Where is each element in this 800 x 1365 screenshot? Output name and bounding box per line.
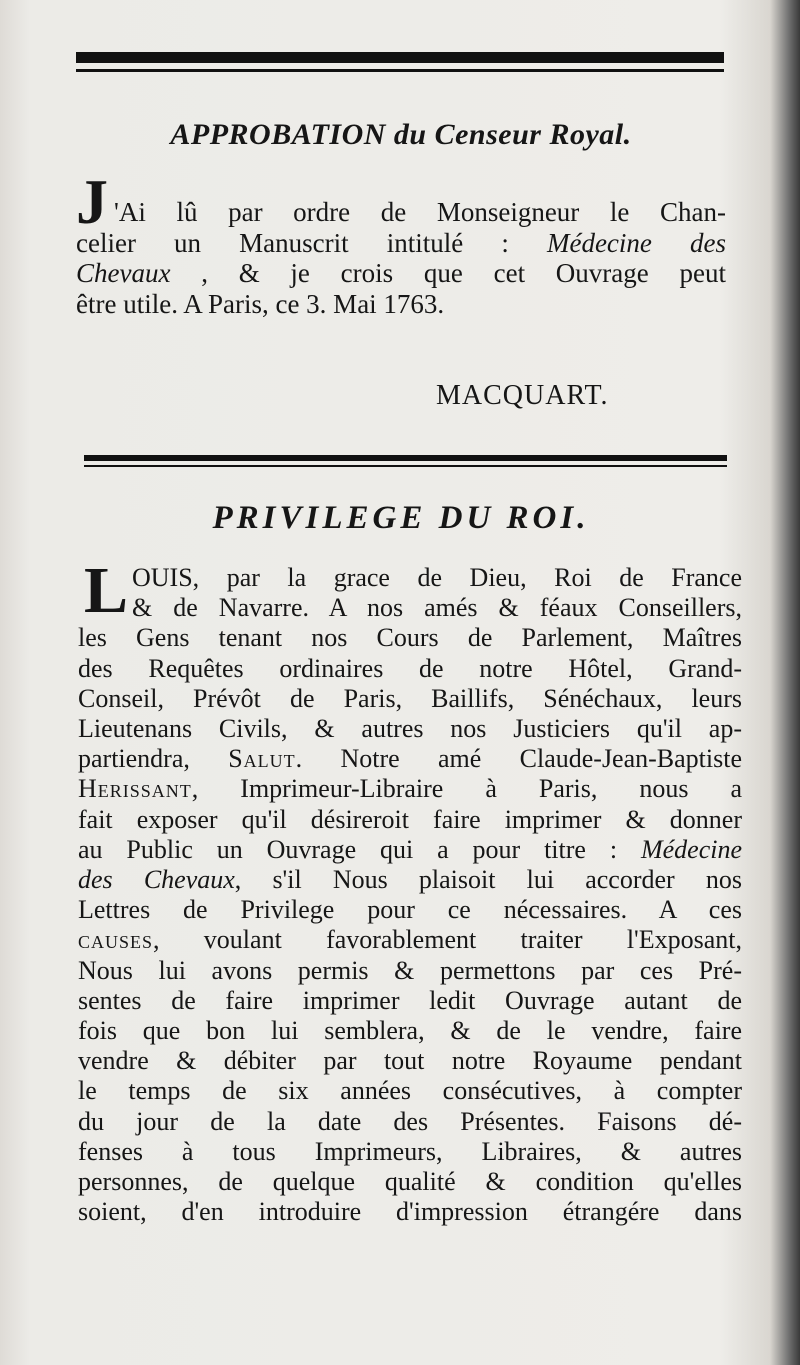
text-run: personnes, de quelque qualité & condition qu'elles: [78, 1167, 742, 1197]
text-line: [78, 956, 742, 986]
text-run: Chevaux: [76, 258, 171, 288]
text-run: & de Navarre. A nos amés & féaux Conseillers,: [132, 593, 742, 623]
text-line: [78, 593, 742, 623]
text-run: Nous lui avons permis & permettons par ces Pré-: [78, 955, 742, 985]
text-line: [78, 774, 742, 804]
text-run: au Public un Ouvrage qui a pour titre :: [78, 834, 641, 864]
text-run: , & je crois que cet Ouvrage peut: [170, 258, 726, 288]
text-line: [78, 714, 742, 744]
text-line: [78, 1016, 742, 1046]
text-line: [76, 197, 726, 228]
text-line: [78, 563, 742, 593]
text-run: le temps de six années consécutives, à compter: [78, 1076, 742, 1106]
text-run: des Requêtes ordinaires de notre Hôtel, Grand-: [78, 653, 742, 683]
text-line: [78, 986, 742, 1016]
text-run: Herissant: [78, 774, 192, 804]
text-run: les Gens tenant nos Cours de Parlement, Maîtres: [78, 623, 742, 653]
text-line: [78, 1137, 742, 1167]
text-line: [78, 1197, 742, 1227]
text-run: Médecine: [640, 834, 742, 864]
text-run: soient, d'en introduire d'impression étrangére dans: [78, 1197, 742, 1227]
text-run: Lieutenans Civils, & autres nos Justiciers qu'il ap-: [78, 714, 742, 744]
text-line: [78, 684, 742, 714]
text-run: OUIS, par la grace de Dieu, Roi de France: [132, 563, 742, 592]
approbation-title: APPROBATION du Censeur Royal.: [170, 118, 632, 151]
text-run: partiendra,: [78, 744, 229, 774]
top-rule-thin: [76, 69, 724, 72]
text-run: 'Ai lû par ordre de Monseigneur le Chan-: [114, 197, 726, 227]
top-rule-thick: [76, 52, 724, 63]
text-run: , Imprimeur-Libraire à Paris, nous a: [191, 774, 742, 804]
text-run: , s'il Nous plaisoit lui accorder nos: [234, 865, 742, 895]
text-run: , voulant favorablement traiter l'Exposant,: [153, 925, 742, 955]
text-run: des Chevaux: [78, 865, 235, 895]
text-line: [76, 228, 726, 259]
approbation-text: [76, 197, 726, 319]
text-run: sentes de faire imprimer ledit Ouvrage autant de: [78, 985, 742, 1015]
privilege-text: [78, 563, 742, 1227]
text-run: Salut: [228, 744, 296, 774]
text-run: fois que bon lui semblera, & de le vendre, faire: [78, 1016, 742, 1046]
text-line: [78, 925, 742, 955]
text-line: [78, 623, 742, 653]
text-run: . Notre amé Claude-Jean-Baptiste: [295, 744, 743, 774]
middle-rule-thin: [84, 465, 727, 467]
text-line: [76, 258, 726, 289]
text-line: [78, 1167, 742, 1197]
censor-signature: MACQUART.: [436, 380, 609, 411]
text-line: [78, 1046, 742, 1076]
text-run: Conseil, Prévôt de Paris, Baillifs, Sénéchaux, leurs: [78, 683, 742, 713]
text-line: [78, 1107, 742, 1137]
text-run: celier un Manuscrit intitulé :: [76, 227, 547, 258]
text-run: fait exposer qu'il désireroit faire imprimer & donner: [78, 804, 742, 834]
text-line: [78, 865, 742, 895]
approbation-drop-cap: J: [76, 166, 108, 237]
text-run: être utile. A Paris, ce 3. Mai 1763.: [76, 288, 445, 319]
text-run: Médecine des: [546, 227, 726, 258]
text-line: [76, 289, 726, 320]
privilege-title: PRIVILEGE DU ROI.: [212, 500, 590, 536]
text-run: Lettres de Privilege pour ce nécessaires. A ces: [78, 895, 742, 925]
text-line: [78, 895, 742, 925]
text-line: [78, 744, 742, 774]
text-run: causes: [78, 925, 154, 955]
text-line: [78, 654, 742, 684]
text-run: du jour de la date des Présentes. Faisons dé-: [78, 1106, 742, 1136]
privilege-drop-cap: L: [84, 554, 129, 627]
text-line: [78, 805, 742, 835]
text-line: [78, 1076, 742, 1106]
text-run: fenses à tous Imprimeurs, Libraires, & autres: [78, 1136, 742, 1166]
text-line: [78, 835, 742, 865]
middle-rule-thick: [84, 455, 727, 461]
text-run: vendre & débiter par tout notre Royaume pendant: [78, 1046, 742, 1076]
